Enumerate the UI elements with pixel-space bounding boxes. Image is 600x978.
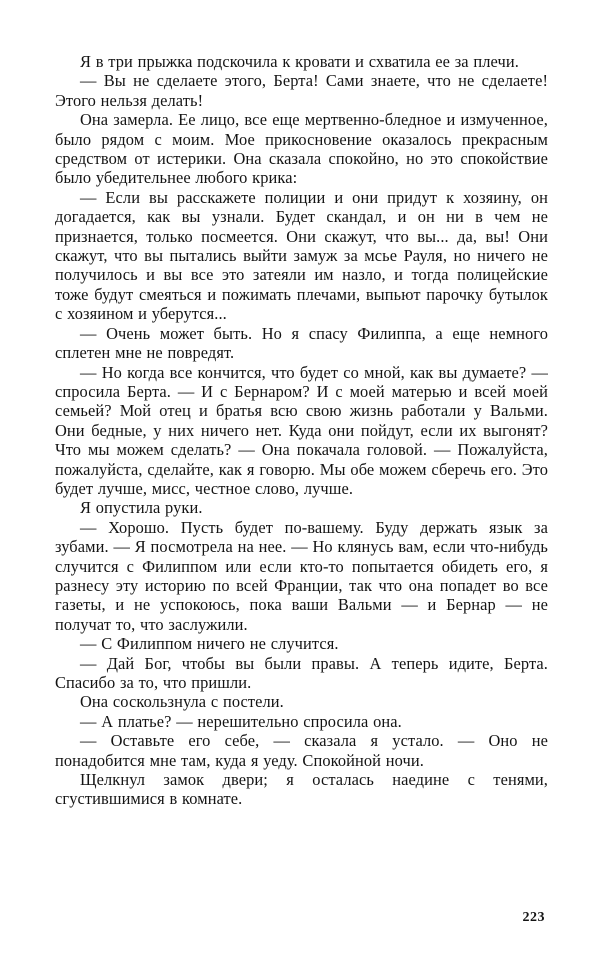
- paragraph-1: Я в три прыжка подскочила к кровати и схватила ее за плечи.: [80, 52, 519, 71]
- paragraph-3: Она замерла. Ее лицо, все еще мертвенно-бледное и измученное, было рядом с моим. Мое прикосновение оказалось прекрасным средством от истерики. Она сказала спокойно, но это спокойствие было убедительнее любого крика:: [55, 110, 548, 188]
- paragraph-12: — А платье? — нерешительно спросила она.: [80, 711, 402, 731]
- book-page-body: [55, 52, 548, 809]
- paragraph-4: — Если вы расскажете полиции и они придут к хозяину, он догадается, как вы узнали. Будет скандал, и он ни в чем не признается, только посмеется. Они скажут, что вы... да, вы! Они скажут, что вы пытались выйти замуж за мсье Рауля, но ничего не получилось и вы все это затеяли им назло, и тогда полицейские тоже будут смеяться и пожимать плечами, выпьют парочку бутылок с хозяином и уберутся...: [55, 187, 548, 324]
- page-number: 223: [522, 910, 545, 925]
- paragraph-14: Щелкнул замок двери; я осталась наедине с тенями, сгустившимися в комнате.: [55, 770, 548, 809]
- paragraph-10: — Дай Бог, чтобы вы были правы. А теперь идите, Берта. Спасибо за то, что пришли.: [55, 653, 548, 692]
- paragraph-5: — Очень может быть. Но я спасу Филиппа, а еще немного сплетен мне не повредят.: [55, 323, 548, 363]
- paragraph-11: Она соскользнула с постели.: [80, 692, 284, 712]
- paragraph-7: Я опустила руки.: [80, 498, 203, 518]
- paragraph-9: — С Филиппом ничего не случится.: [80, 634, 339, 654]
- paragraph-13: — Оставьте его себе, — сказала я устало. — Оно не понадобится мне там, куда я уеду. Спокойной ночи.: [55, 731, 548, 770]
- paragraph-2: — Вы не сделаете этого, Берта! Сами знаете, что не сделаете! Этого нельзя делать!: [55, 71, 548, 110]
- paragraph-8: — Хорошо. Пусть будет по-вашему. Буду держать язык за зубами. — Я посмотрела на нее. — Но клянусь вам, если что-нибудь случится с Филиппом или если кто-то попытается обидеть его, я разнесу эту историю по всей Франции, так что она попадет во все газеты, и не успокоюсь, пока ваши Вальми — и Бернар — не получат то, что заслужили.: [55, 517, 548, 634]
- paragraph-6: — Но когда все кончится, что будет со мной, как вы думаете? — спросила Берта. — И с Бернаром? И с моей матерью и всей моей семьей? Мой отец и братья всю свою жизнь работали у Вальми. Они бедные, у них ничего нет. Куда они пойдут, если их выгонят? Что мы можем сделать? — Она покачала головой. — Пожалуйста, пожалуйста, сделайте, как я говорю. Мы обе можем сберечь его. Это будет лучше, мисс, честное слово, лучше.: [55, 362, 548, 498]
